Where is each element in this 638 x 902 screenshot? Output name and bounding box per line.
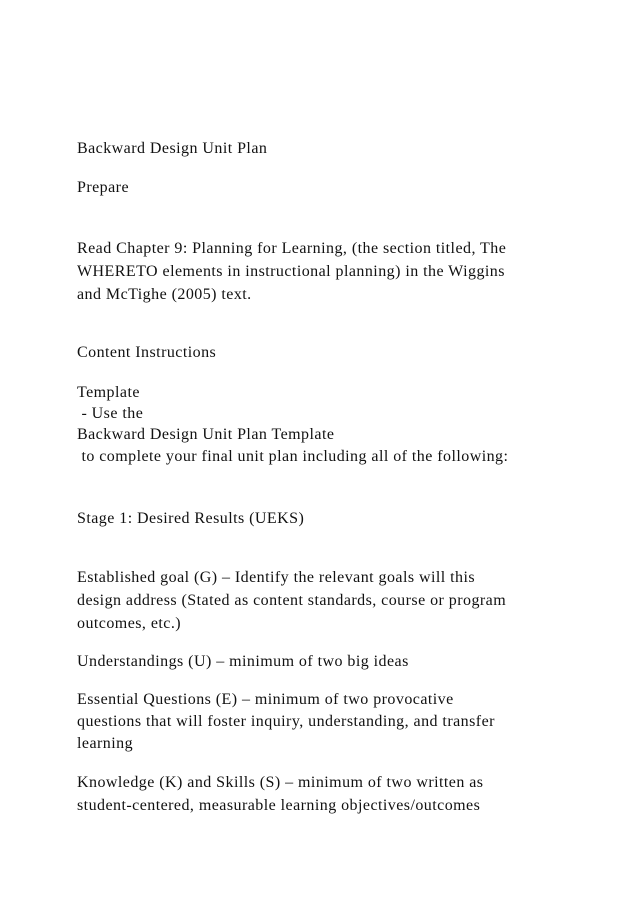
template-line: Backward Design Unit Plan Template xyxy=(77,426,335,443)
template-line: to complete your final unit plan including all of the following: xyxy=(77,448,509,465)
prepare-heading: Prepare xyxy=(77,179,130,196)
template-line: - Use the xyxy=(77,405,144,422)
knowledge-skills-line: Knowledge (K) and Skills (S) – minimum of two written as xyxy=(77,774,484,791)
goal-paragraph-line: outcomes, etc.) xyxy=(77,615,182,632)
document-title: Backward Design Unit Plan xyxy=(77,140,268,157)
understandings-paragraph-line: Understandings (U) – minimum of two big ideas xyxy=(77,653,409,670)
stage1-heading: Stage 1: Desired Results (UEKS) xyxy=(77,510,305,527)
goal-paragraph-line: design address (Stated as content standards, course or program xyxy=(77,592,507,609)
read-paragraph-line: Read Chapter 9: Planning for Learning, (the section titled, The xyxy=(77,240,507,257)
essential-questions-line: questions that will foster inquiry, understanding, and transfer xyxy=(77,713,495,730)
template-line: Template xyxy=(77,384,140,401)
essential-questions-line: learning xyxy=(77,735,134,752)
essential-questions-line: Essential Questions (E) – minimum of two provocative xyxy=(77,691,454,708)
read-paragraph-line: WHERETO elements in instructional planning) in the Wiggins xyxy=(77,263,505,280)
content-instructions-heading: Content Instructions xyxy=(77,344,217,361)
goal-paragraph-line: Established goal (G) – Identify the relevant goals will this xyxy=(77,569,476,586)
knowledge-skills-line: student-centered, measurable learning objectives/outcomes xyxy=(77,797,481,814)
read-paragraph-line: and McTighe (2005) text. xyxy=(77,286,252,303)
